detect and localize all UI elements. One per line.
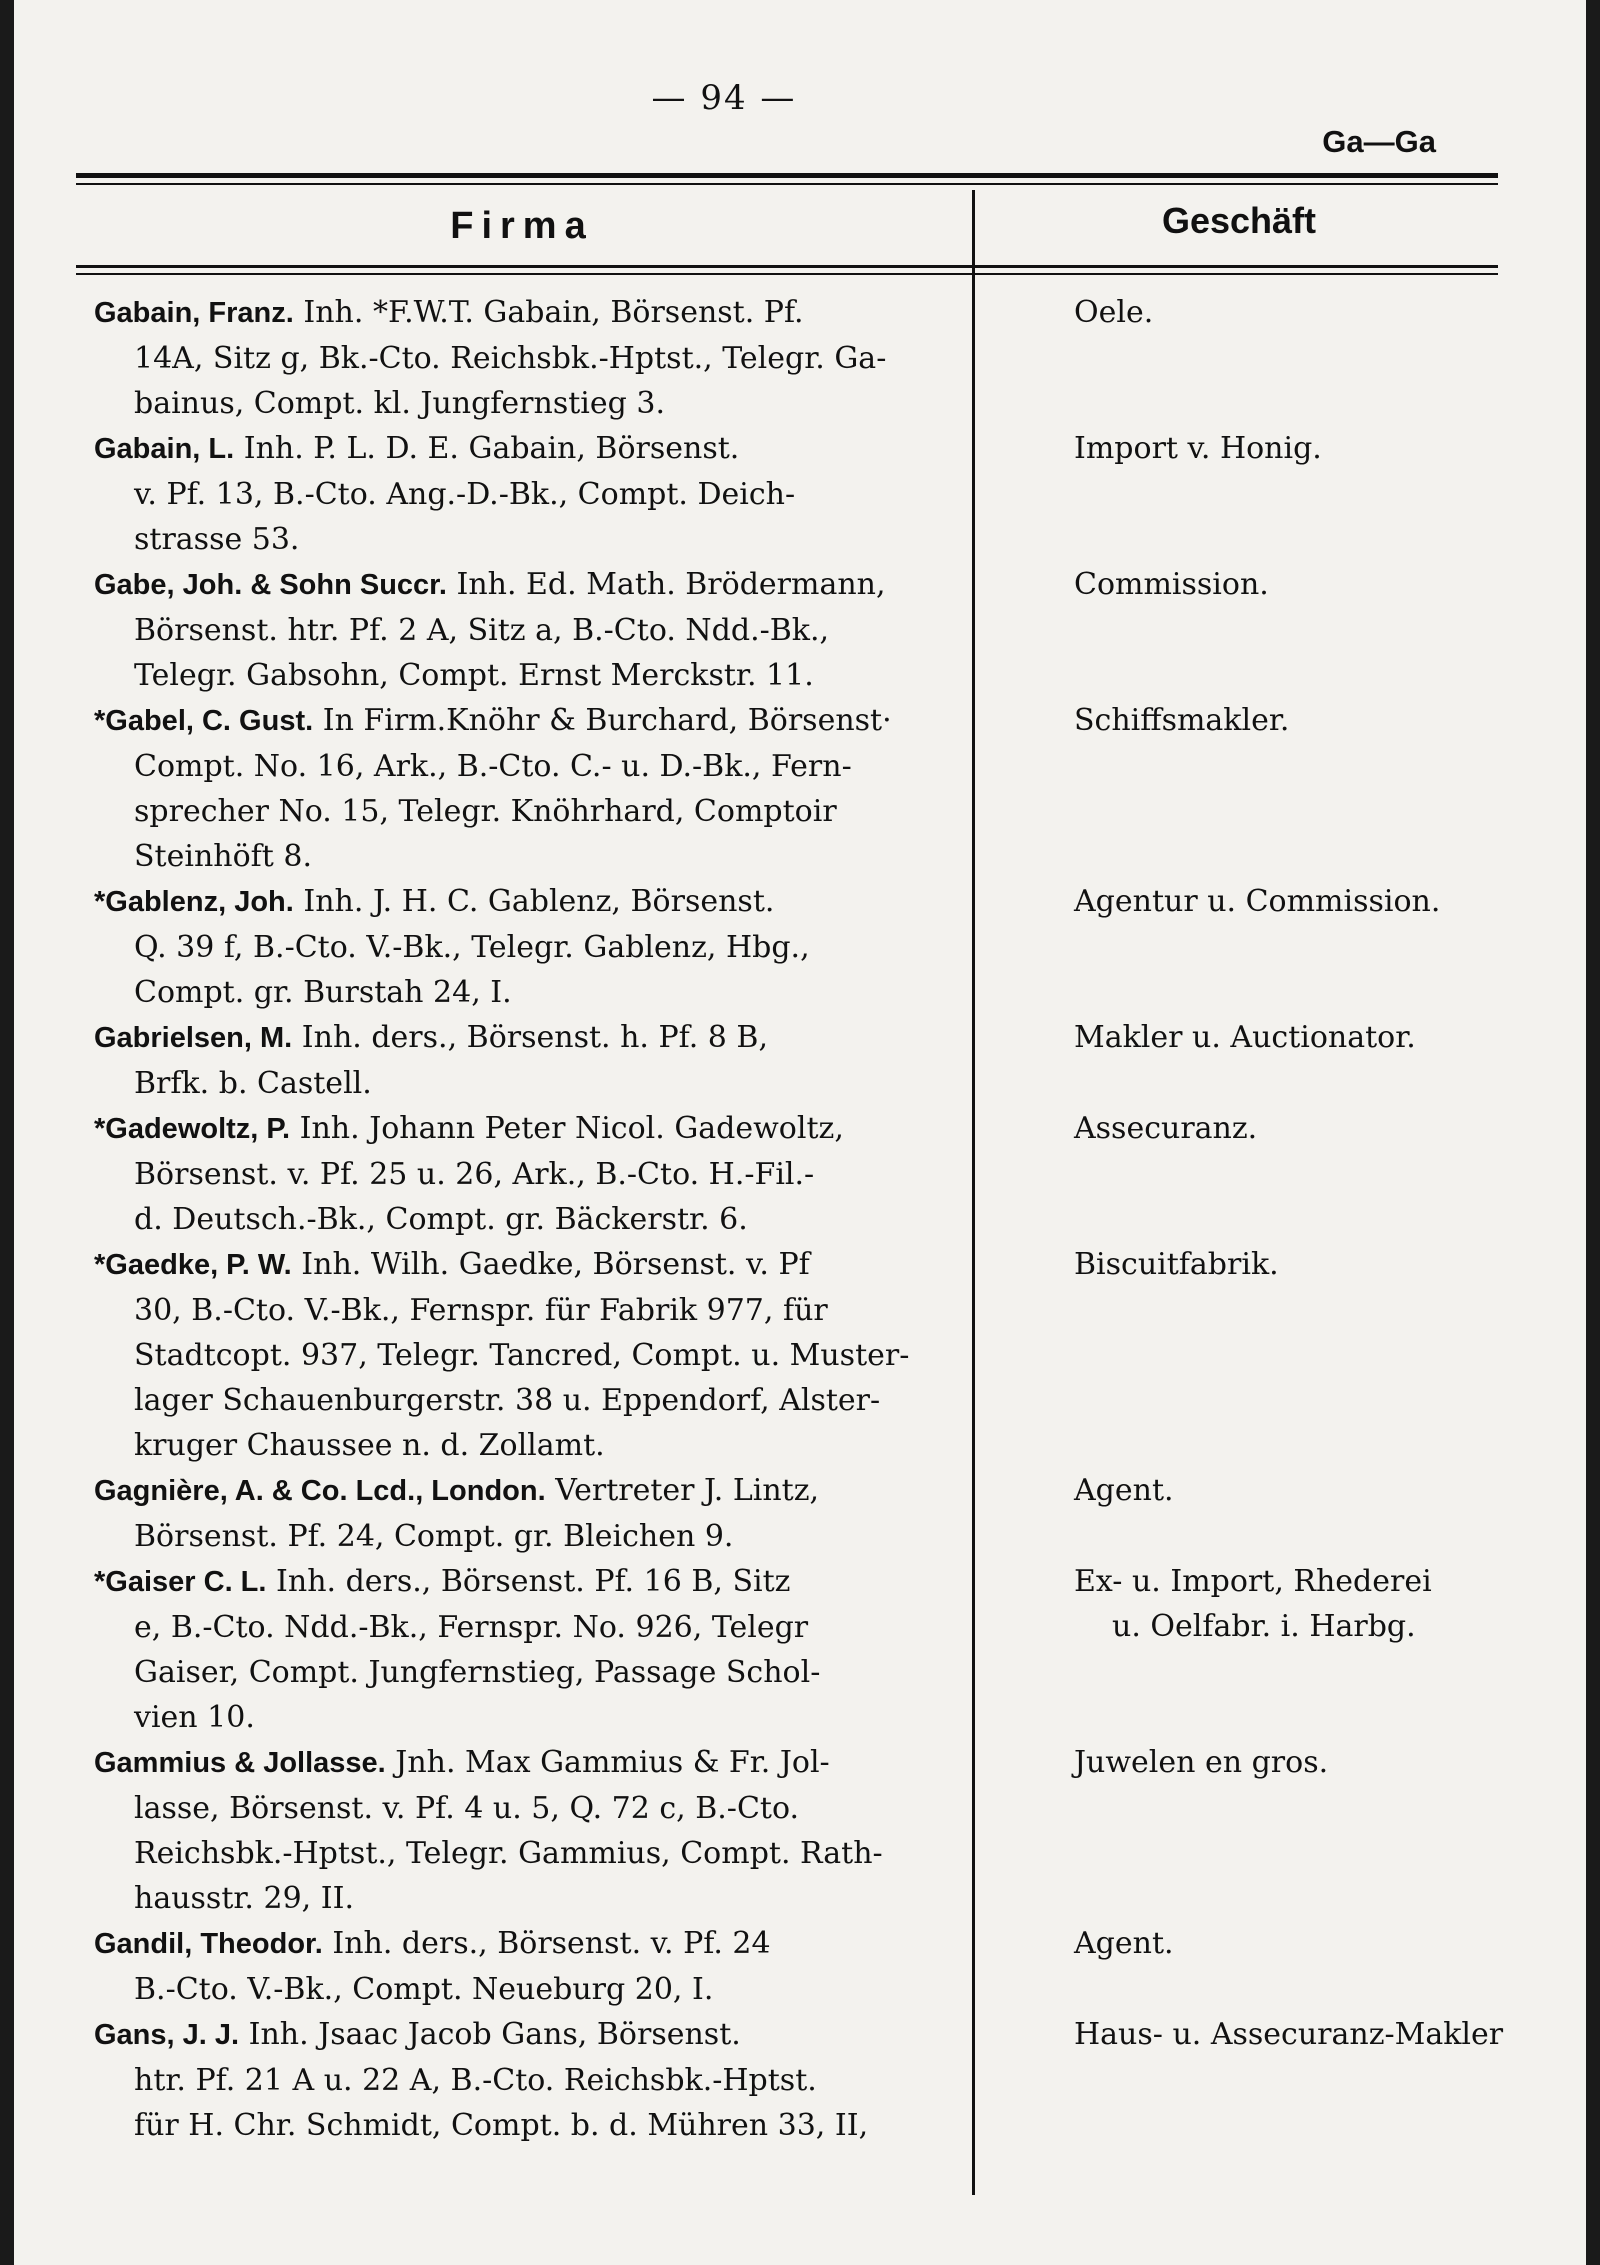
directory-entry: [94, 290, 1544, 426]
entry-details-line: Börsenst. htr. Pf. 2 A, Sitz a, B.-Cto. Ndd.-Bk.,: [134, 613, 830, 648]
entry-details-line: Steinhöft 8.: [134, 839, 312, 874]
company-name: *Gablenz, Joh.: [94, 886, 294, 918]
entry-firma: [94, 1242, 974, 1468]
entry-details-line: für H. Chr. Schmidt, Compt. b. d. Mühren 33, II,: [134, 2108, 869, 2143]
business-type: Schiffsmakler.: [1074, 703, 1290, 738]
company-name: *Gaedke, P. W.: [94, 1249, 292, 1281]
entry-first-line: [94, 1015, 974, 1061]
entry-details-line: Q. 39 f, B.-Cto. V.-Bk., Telegr. Gablenz, Hbg.,: [134, 930, 810, 965]
entry-details-line: Inh. Ed. Math. Brödermann,: [456, 567, 886, 602]
entry-firma: [94, 1740, 974, 1921]
entry-details-line: htr. Pf. 21 A u. 22 A, B.-Cto. Reichsbk.-Hptst.: [134, 2063, 817, 2098]
business-type: Agent.: [1074, 1926, 1174, 1961]
entry-firma: [94, 1559, 974, 1740]
company-name: Gabe, Joh. & Sohn Succr.: [94, 569, 447, 601]
entry-geschaeft: [974, 1015, 1416, 1106]
business-type: Ex- u. Import, Rhederei: [1074, 1564, 1432, 1599]
entry-first-line: [94, 562, 974, 608]
directory-entry: [94, 1242, 1544, 1468]
entry-details-line: Inh. ders., Börsenst. h. Pf. 8 B,: [301, 1020, 768, 1055]
directory-entry: [94, 879, 1544, 1015]
entry-first-line: [94, 290, 974, 336]
entry-details-line: lager Schauenburgerstr. 38 u. Eppendorf, Alster-: [134, 1383, 881, 1418]
entry-details-line: hausstr. 29, II.: [134, 1881, 354, 1916]
entry-first-line: [94, 1242, 974, 1288]
business-type: Commission.: [1074, 567, 1269, 602]
entry-first-line: [94, 1468, 974, 1514]
entry-details-line: 14A, Sitz g, Bk.-Cto. Reichsbk.-Hptst., Telegr. Ga-: [134, 341, 887, 376]
directory-entry: [94, 698, 1544, 879]
entry-details-line: d. Deutsch.-Bk., Compt. gr. Bäckerstr. 6.: [134, 1202, 748, 1237]
entry-firma: [94, 290, 974, 426]
entry-details-line: 30, B.-Cto. V.-Bk., Fernspr. für Fabrik 977, für: [134, 1293, 828, 1328]
entry-details-line: Inh. ders., Börsenst. v. Pf. 24: [332, 1926, 771, 1961]
entry-details-line: v. Pf. 13, B.-Cto. Ang.-D.-Bk., Compt. Deich-: [134, 477, 796, 512]
business-type: Agentur u. Commission.: [1074, 884, 1441, 919]
entry-geschaeft: [974, 879, 1440, 1015]
entry-geschaeft: [974, 698, 1289, 879]
entry-details-line: Brfk. b. Castell.: [134, 1066, 372, 1101]
entry-details-line: In Firm.Knöhr & Burchard, Börsenst·: [322, 703, 892, 738]
company-name: Gandil, Theodor.: [94, 1928, 323, 1960]
column-header-firma: Firma: [450, 205, 594, 247]
entry-firma: [94, 1015, 974, 1106]
entry-firma: [94, 1921, 974, 2012]
page-range-key: Ga—Ga: [1322, 124, 1436, 159]
entry-details-line: Inh. Jsaac Jacob Gans, Börsenst.: [248, 2017, 741, 2052]
entry-details-line: Inh. P. L. D. E. Gabain, Börsenst.: [243, 431, 740, 466]
entry-details-line: Stadtcopt. 937, Telegr. Tancred, Compt. u. Muster-: [134, 1338, 910, 1373]
entry-details-line: Compt. No. 16, Ark., B.-Cto. C.- u. D.-Bk., Fern-: [134, 749, 852, 784]
entry-details-line: Vertreter J. Lintz,: [555, 1473, 820, 1508]
entry-details-line: Telegr. Gabsohn, Compt. Ernst Merckstr. 11.: [134, 658, 814, 693]
directory-entry: [94, 1468, 1544, 1559]
entry-first-line: [94, 1559, 974, 1605]
business-type: Biscuitfabrik.: [1074, 1247, 1279, 1282]
entry-first-line: [94, 426, 974, 472]
entry-details-line: lasse, Börsenst. v. Pf. 4 u. 5, Q. 72 c, B.-Cto.: [134, 1791, 800, 1826]
entry-details-line: Inh. ders., Börsenst. Pf. 16 B, Sitz: [276, 1564, 791, 1599]
entry-details-line: kruger Chaussee n. d. Zollamt.: [134, 1428, 605, 1463]
business-type: Agent.: [1074, 1473, 1174, 1508]
column-header-rule: [76, 265, 1498, 268]
business-type: Oele.: [1074, 295, 1154, 330]
entry-geschaeft: [974, 290, 1153, 426]
entry-first-line: [94, 1921, 974, 1967]
entry-details-line: Inh. *F.W.T. Gabain, Börsenst. Pf.: [303, 295, 804, 330]
header-rule-thin: [76, 183, 1498, 185]
directory-entry: [94, 1015, 1544, 1106]
entry-geschaeft: [974, 1559, 1432, 1740]
directory-entry: [94, 1921, 1544, 2012]
entry-first-line: [94, 698, 974, 744]
directory-entry: [94, 1559, 1544, 1740]
entry-geschaeft: [974, 1242, 1279, 1468]
company-name: Gammius & Jollasse.: [94, 1747, 386, 1779]
entry-details-line: Reichsbk.-Hptst., Telegr. Gammius, Compt. Rath-: [134, 1836, 883, 1871]
entry-firma: [94, 879, 974, 1015]
directory-entry: [94, 2012, 1544, 2148]
directory-entry: [94, 426, 1544, 562]
company-name: Gabrielsen, M.: [94, 1022, 293, 1054]
entry-firma: [94, 426, 974, 562]
entry-first-line: [94, 2012, 974, 2058]
entry-details-line: vien 10.: [134, 1700, 255, 1735]
directory-entry: [94, 1106, 1544, 1242]
page-number: — 94 —: [651, 78, 797, 118]
entry-list: [94, 290, 1544, 2148]
business-type: Haus- u. Assecuranz-Makler: [1074, 2017, 1504, 2052]
entry-geschaeft: [974, 426, 1322, 562]
company-name: Gans, J. J.: [94, 2019, 240, 2051]
business-type: Import v. Honig.: [1074, 431, 1322, 466]
entry-first-line: [94, 879, 974, 925]
entry-details-line: Inh. Johann Peter Nicol. Gadewoltz,: [299, 1111, 844, 1146]
entry-first-line: [94, 1740, 974, 1786]
entry-firma: [94, 698, 974, 879]
business-type: u. Oelfabr. i. Harbg.: [1112, 1609, 1416, 1644]
entry-firma: [94, 2012, 974, 2148]
entry-geschaeft: [974, 1740, 1328, 1921]
entry-first-line: [94, 1106, 974, 1152]
entry-details-line: Jnh. Max Gammius & Fr. Jol-: [395, 1745, 830, 1780]
entry-details-line: Inh. J. H. C. Gablenz, Börsenst.: [303, 884, 775, 919]
directory-entry: [94, 1740, 1544, 1921]
entry-geschaeft: [974, 1106, 1257, 1242]
entry-firma: [94, 1468, 974, 1559]
business-type: Juwelen en gros.: [1074, 1745, 1329, 1780]
entry-details-line: bainus, Compt. kl. Jungfernstieg 3.: [134, 386, 665, 421]
entry-details-line: Börsenst. v. Pf. 25 u. 26, Ark., B.-Cto. H.-Fil.-: [134, 1157, 815, 1192]
entry-details-line: B.-Cto. V.-Bk., Compt. Neueburg 20, I.: [134, 1972, 714, 2007]
column-header-geschaeft: Geschäft: [1161, 200, 1317, 241]
entry-geschaeft: [974, 2012, 1503, 2148]
entry-geschaeft: [974, 1921, 1174, 2012]
entry-geschaeft: [974, 562, 1269, 698]
company-name: Gabain, L.: [94, 433, 235, 465]
entry-details-line: Inh. Wilh. Gaedke, Börsenst. v. Pf: [301, 1247, 810, 1282]
entry-details-line: Börsenst. Pf. 24, Compt. gr. Bleichen 9.: [134, 1519, 734, 1554]
entry-details-line: Compt. gr. Burstah 24, I.: [134, 975, 512, 1010]
entry-details-line: e, B.-Cto. Ndd.-Bk., Fernspr. No. 926, Telegr: [134, 1610, 809, 1645]
company-name: *Gabel, C. Gust.: [94, 705, 314, 737]
entry-geschaeft: [974, 1468, 1174, 1559]
directory-page: [14, 0, 1586, 2265]
entry-firma: [94, 1106, 974, 1242]
entry-firma: [94, 562, 974, 698]
entry-details-line: Gaiser, Compt. Jungfernstieg, Passage Schol-: [134, 1655, 821, 1690]
business-type: Makler u. Auctionator.: [1074, 1020, 1416, 1055]
business-type: Assecuranz.: [1074, 1111, 1258, 1146]
company-name: *Gaiser C. L.: [94, 1566, 267, 1598]
directory-entry: [94, 562, 1544, 698]
entry-details-line: strasse 53.: [134, 522, 300, 557]
company-name: *Gadewoltz, P.: [94, 1113, 291, 1145]
company-name: Gagnière, A. & Co. Lcd., London.: [94, 1475, 546, 1507]
header-rule: [76, 173, 1498, 178]
company-name: Gabain, Franz.: [94, 297, 294, 329]
column-header-rule-thin: [76, 273, 1498, 275]
entry-details-line: sprecher No. 15, Telegr. Knöhrhard, Comptoir: [134, 794, 837, 829]
